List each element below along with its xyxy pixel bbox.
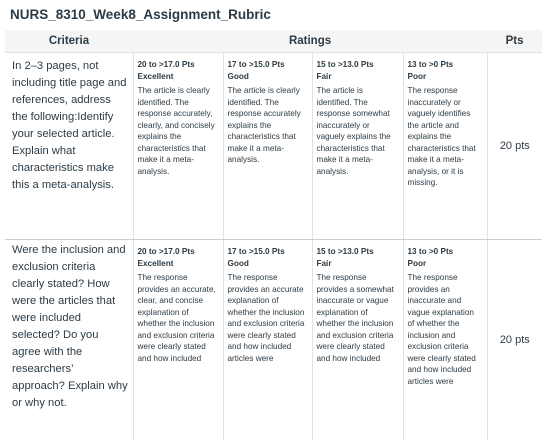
rating-points: 17 to >15.0 Pts	[227, 60, 285, 69]
rating-points: 13 to >0 Pts	[407, 60, 454, 69]
rating-cell-good	[223, 53, 312, 240]
criterion-row	[5, 240, 542, 440]
rating-description: The article is clearly identified. The response accurately, clearly, and concisely explains the characteristics that make it a meta-analysis.	[137, 86, 215, 176]
rating-description: The response inaccurately or vaguely identifies the article and explains the characteristics that make it a meta-analysis, or it is missing.	[407, 86, 476, 187]
rating-cell-poor	[403, 240, 487, 440]
criterion-row	[5, 53, 542, 240]
rating-points: 20 to >17.0 Pts	[137, 247, 195, 256]
rating-level: Good	[227, 71, 249, 81]
rating-cell-fair	[312, 240, 403, 440]
rating-cell-excellent	[133, 53, 223, 240]
criterion-cell	[5, 240, 133, 440]
rating-level: Poor	[407, 258, 427, 268]
criterion-cell	[5, 53, 133, 240]
rating-points: 17 to >15.0 Pts	[227, 247, 285, 256]
criterion-description: Were the inclusion and exclusion criteria clearly stated? How were the articles that were included selected? Do you agree with the researchers’ approach? Explain why or why not.	[12, 244, 128, 409]
rating-cell-fair	[312, 53, 403, 240]
rating-description: The response provides an accurate, clear, and concise explanation of whether the inclusion and exclusion criteria were clearly stated and how included	[137, 273, 216, 363]
rating-description: The article is clearly identified. The response accurately explains the characteristics that make it a meta-analysis.	[227, 86, 301, 164]
header-row	[5, 30, 542, 53]
criterion-description: In 2–3 pages, not including title page and references, address the following:Identify your selected article. Explain what characteristics make this a meta-analysis.	[12, 60, 127, 191]
criteria-header: Criteria	[5, 30, 133, 53]
rating-description: The response provides an inaccurate and vague explanation of whether the inclusion and exclusion criteria were clearly stated and how included articles were	[407, 273, 476, 386]
rating-points: 13 to >0 Pts	[407, 247, 454, 256]
rating-level: Good	[227, 258, 249, 268]
rating-level: Fair	[316, 71, 332, 81]
rating-cell-poor	[403, 53, 487, 240]
rating-level: Excellent	[137, 71, 174, 81]
rating-points: 15 to >13.0 Pts	[316, 60, 374, 69]
rating-cell-excellent	[133, 240, 223, 440]
rating-level: Poor	[407, 71, 427, 81]
rating-points: 15 to >13.0 Pts	[316, 247, 374, 256]
rating-description: The response provides an accurate explanation of whether the inclusion and exclusion criteria were clearly stated and how included articles were	[227, 273, 305, 363]
rubric-table	[5, 30, 542, 440]
rating-cell-good	[223, 240, 312, 440]
rating-description: The article is identified. The response somewhat inaccurately or vaguely explains the characteristics that make it a meta-analysis.	[316, 86, 391, 176]
rating-points: 20 to >17.0 Pts	[137, 60, 195, 69]
rating-level: Excellent	[137, 258, 174, 268]
criterion-points: 20 pts	[487, 240, 542, 440]
rating-level: Fair	[316, 258, 332, 268]
ratings-header: Ratings	[133, 30, 487, 53]
rating-description: The response provides a somewhat inaccurate or vague explanation of whether the inclusion and exclusion criteria were clearly stated and how included	[316, 273, 394, 363]
pts-header: Pts	[487, 30, 542, 53]
criterion-points: 20 pts	[487, 53, 542, 240]
rubric-title: NURS_8310_Week8_Assignment_Rubric	[10, 7, 271, 22]
